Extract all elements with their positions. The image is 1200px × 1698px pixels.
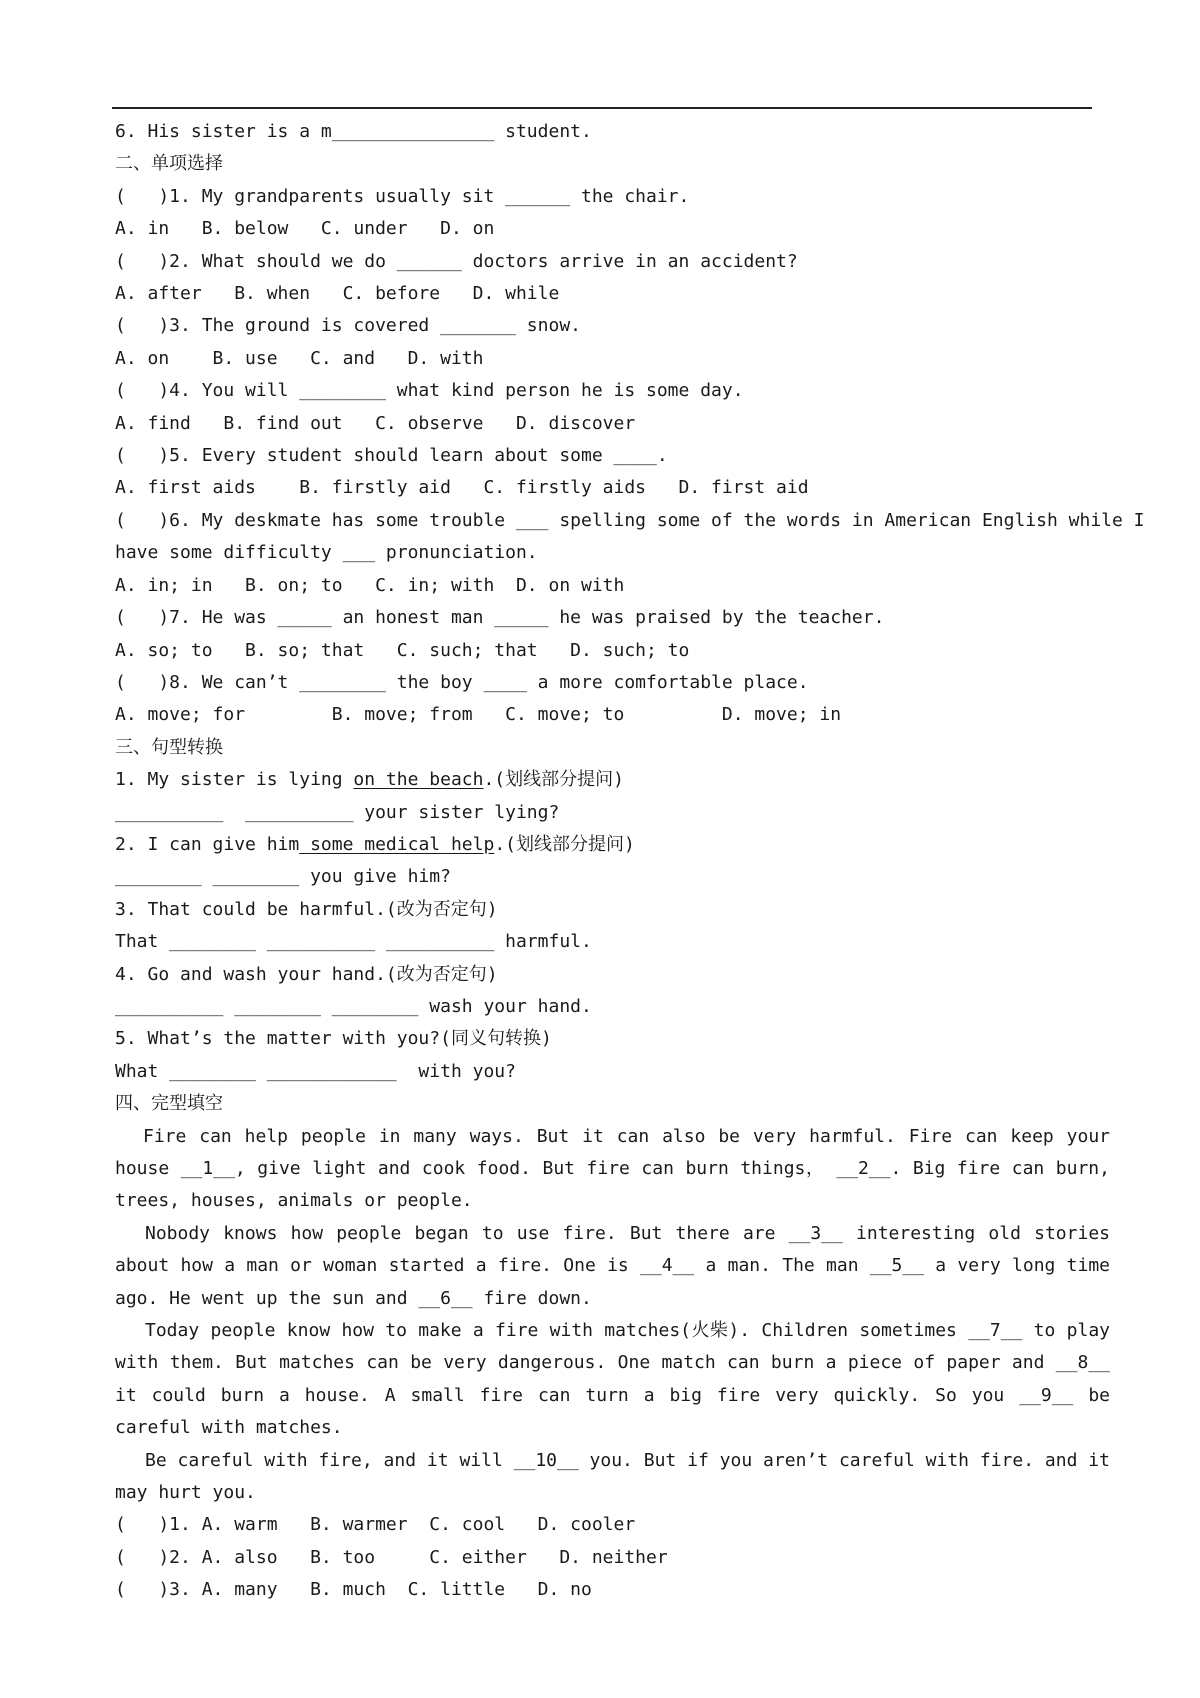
transform-prompt-text: 1. My sister is lying (115, 769, 354, 791)
mc-question-2: ( )2. What should we do ______ doctors arrive in an accident? (115, 250, 798, 272)
transform-prompt-3: 3. That could be harmful.(改为否定句) (115, 898, 498, 920)
cloze-question-1: ( )1. A. warm B. warmer C. cool D. cooler (115, 1514, 636, 1536)
mc-options-6: A. in; in B. on; to C. in; with D. on with (115, 574, 625, 596)
mc-question-8: ( )8. We can’t ________ the boy ____ a more comfortable place. (115, 671, 809, 693)
mc-options-5: A. first aids B. firstly aid C. firstly aids D. first aid (115, 477, 809, 499)
cloze-question-2: ( )2. A. also B. too C. either D. neither (115, 1546, 668, 1568)
transform-answer-1: __________ __________ your sister lying? (115, 801, 560, 823)
mc-options-7: A. so; to B. so; that C. such; that D. such; to (115, 639, 690, 661)
transform-prompt-5: 5. What’s the matter with you?(同义句转换) (115, 1028, 552, 1050)
section1-item-6: 6. His sister is a m_______________ student. (115, 121, 592, 142)
transform-prompt-4: 4. Go and wash your hand.(改为否定句) (115, 963, 498, 985)
transform-instruction: .(划线部分提问) (494, 833, 635, 855)
underlined-phrase: on the beach (353, 769, 484, 791)
transform-prompt-text: 2. I can give him (115, 833, 300, 855)
mc-question-4: ( )4. You will ________ what kind person he is some day. (115, 380, 744, 402)
section2-title: 二、单项选择 (115, 153, 223, 175)
mc-question-1: ( )1. My grandparents usually sit ______ the chair. (115, 185, 690, 207)
section3-items (115, 764, 1110, 1088)
transform-answer-5: What ________ ____________ with you? (115, 1060, 516, 1082)
transform-answer-2: ________ ________ you give him? (115, 866, 451, 888)
mc-question-5: ( )5. Every student should learn about some ____. (115, 445, 668, 467)
cloze-question-3: ( )3. A. many B. much C. little D. no (115, 1579, 592, 1601)
mc-options-8: A. move; for B. move; from C. move; to D. move; in (115, 704, 842, 726)
transform-instruction: .(划线部分提问) (483, 769, 624, 791)
mc-question-6: ( )6. My deskmate has some trouble ___ spelling some of the words in American English while I (115, 509, 1145, 531)
mc-question-3: ( )3. The ground is covered _______ snow. (115, 315, 581, 337)
cloze-passage (115, 1121, 1110, 1510)
underlined-phrase: some medical help (299, 833, 495, 855)
transform-answer-3: That ________ __________ __________ harmful. (115, 931, 592, 953)
mc-question-6-cont: have some difficulty ___ pronunciation. (115, 542, 538, 564)
section2-questions (115, 181, 1145, 732)
mc-options-3: A. on B. use C. and D. with (115, 347, 484, 369)
cloze-paragraph-1: Fire can help people in many ways. But it can also be very harmful. Fire can keep your house __1__, give light and cook food. But fire can burn things， __2__. Big fire can burn, trees, houses, animals or people. (115, 1125, 1110, 1212)
mc-question-7: ( )7. He was _____ an honest man _____ he was praised by the teacher. (115, 607, 885, 629)
cloze-paragraph-3: Today people know how to make a fire with matches(火柴). Children sometimes __7__ to play with them. But matches can be very dangerous. One match can burn a piece of paper and __8__ it could burn a house. A small fire can turn a big fire very quickly. So you __9__ be careful with matches. (115, 1320, 1110, 1439)
mc-options-4: A. find B. find out C. observe D. discover (115, 412, 636, 434)
cloze-questions (115, 1509, 1110, 1606)
mc-options-1: A. in B. below C. under D. on (115, 218, 495, 240)
section4-title: 四、完型填空 (115, 1093, 223, 1115)
mc-options-2: A. after B. when C. before D. while (115, 283, 560, 305)
cloze-paragraph-4: Be careful with fire, and it will __10__ you. But if you aren’t careful with fire. and it may hurt you. (115, 1449, 1110, 1504)
header-rule (112, 107, 1092, 109)
transform-prompt-2 (115, 829, 1110, 861)
cloze-paragraph-2: Nobody knows how people began to use fire. But there are __3__ interesting old stories about how a man or woman started a fire. One is __4__ a man. The man __5__ a very long time ago. He went up the sun and __6__ fire down. (115, 1222, 1110, 1309)
transform-prompt-1 (115, 764, 1110, 796)
worksheet-body (115, 116, 1145, 1607)
section3-title: 三、句型转换 (115, 736, 223, 758)
transform-answer-4: __________ ________ ________ wash your hand. (115, 995, 592, 1017)
